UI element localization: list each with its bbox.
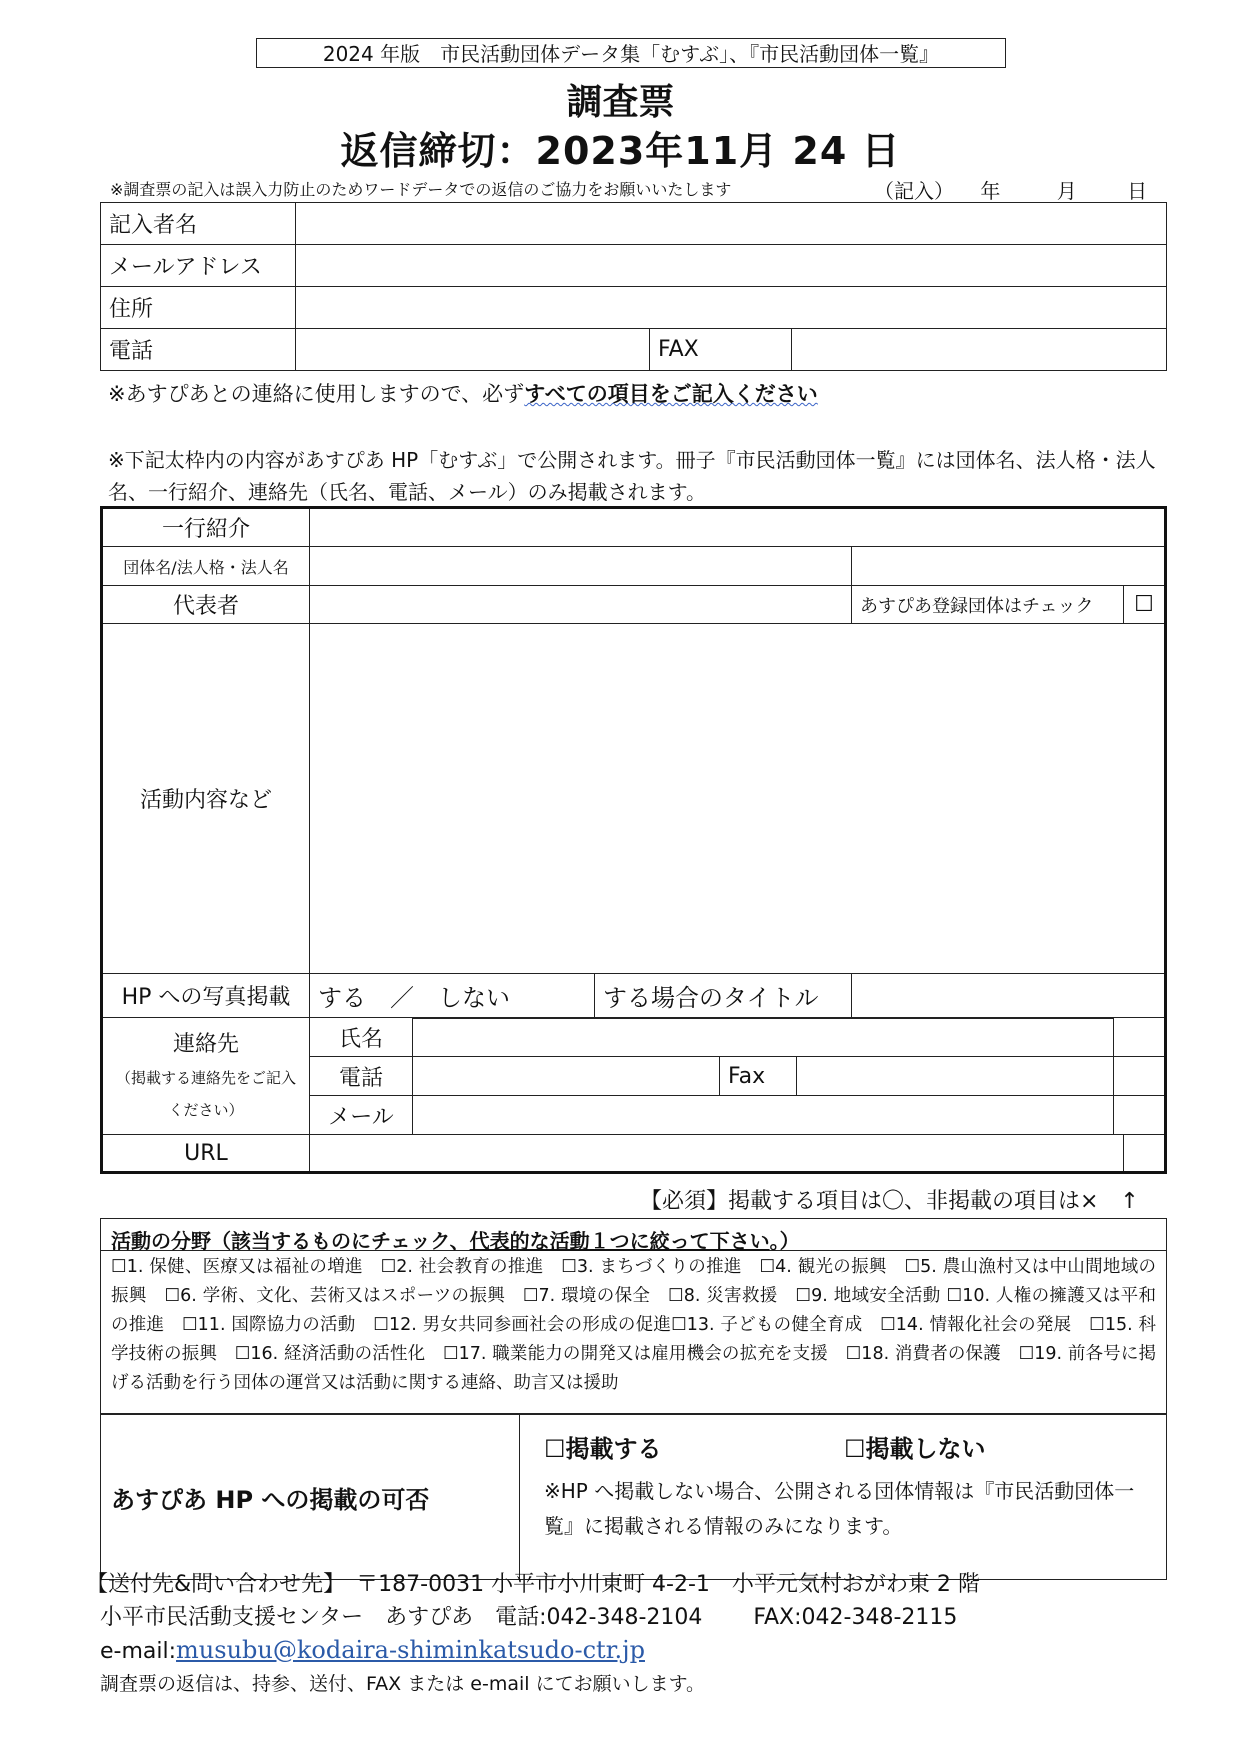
contact-mail-field[interactable] [413,1096,1114,1134]
fax-field[interactable] [792,329,1167,371]
contact-fax-field[interactable] [797,1057,1114,1096]
footer-return-note: 調査票の返信は、持参、送付、FAX または e-mail にてお願いします。 [100,1673,706,1695]
required-note-top [108,378,818,408]
date-line [874,175,1164,204]
date-label: （記入） [874,179,954,203]
organization-table [100,506,1167,1174]
footer-email-link[interactable]: musubu@kodaira-shiminkatsudo-ctr.jp [176,1636,645,1664]
registered-checkbox[interactable]: ☐ [1124,586,1166,624]
email-field[interactable] [296,245,1167,287]
publish-note: ※HP へ掲載しない場合、公開される団体情報は『市民活動団体一覧』に掲載される情報のみになります。 [544,1479,1135,1538]
required-note-prefix: ※あすぴあとの連絡に使用しますので、必ず [108,382,525,406]
footer [86,1568,1206,1701]
activity-field-title [101,1219,1166,1251]
field-title-prefix: 活動の分野（該当するものにチェック、 [111,1229,470,1253]
activity-field-list[interactable]: ☐1. 保健、医療又は福祉の増進 ☐2. 社会教育の推進 ☐3. まちづくりの推進 ☐4. 観光の振興 ☐5. 農山漁村又は中山間地域の振興 ☐6. 学術、文化、芸術又はスポーツの振興 ☐7. 環境の保全 ☐8. 災害救援 ☐9. 地域安全活動 ☐10. 人権の擁護又は平和の推進 ☐11. 国際協力の活動 ☐12. 男女共同参画社会の形成の促進☐13. 子どもの健全育成 ☐14. 情報化社会の発展 ☐15. 科学技術の振興 ☐16. 経済活動の活性化 ☐17. 職業能力の開発又は雇用機会の拡充を支援 ☐18. 消費者の保護 ☐19. 前各号に掲げる活動を行う団体の運営又は活動に関する連絡、助言又は援助 [111,1257,1156,1393]
field-title-suffix: 。） [769,1229,800,1253]
deadline: 返信締切：2023年11月 24 日 [340,129,901,173]
contact-label-cell [102,1018,310,1135]
word-note: ※調査票の記入は誤入力防止のためワードデータでの返信のご協力をお願いいたします [110,180,732,199]
contact-sublabel: （掲載する連絡先をご記入ください） [115,1069,296,1119]
fax-label: FAX [650,329,792,371]
contact-mail-label: メール [310,1096,413,1134]
form-title: 調査票 [566,82,675,123]
intro-field[interactable] [310,508,1166,547]
rep-field[interactable] [310,586,852,624]
footer-address: 【送付先&問い合わせ先】 〒187-0031 小平市小川東町 4-2-1 小平元気村おがわ東 2 階 [86,1572,980,1597]
footer-center: 小平市民活動支援センター あすぴあ 電話:042-348-2104 FAX:042-348-2115 [100,1605,958,1630]
activity-field[interactable] [310,624,1166,974]
year-label: 年 [980,179,1001,203]
phone-field[interactable] [296,329,650,371]
address-label: 住所 [101,287,296,329]
email-label: メールアドレス [101,245,296,287]
photo-options[interactable]: する ／ しない [310,974,595,1018]
contact-grid-cell [310,1018,1166,1135]
registered-label: あすぴあ登録団体はチェック [852,586,1124,624]
url-mark[interactable] [1124,1135,1166,1173]
rep-label: 代表者 [102,586,310,624]
url-label: URL [102,1135,310,1173]
footer-email-prefix: e-mail: [100,1639,177,1664]
day-label: 日 [1127,179,1148,203]
org-name-field[interactable] [310,547,852,586]
url-field[interactable] [310,1135,1124,1173]
activity-label: 活動内容など [102,624,310,974]
photo-label: HP への写真掲載 [102,974,310,1018]
header-banner: 2024 年版 市民活動団体データ集「むすぶ」、『市民活動団体一覧』 [256,38,1006,68]
contact-fax-label: Fax [720,1057,797,1096]
phone-label: 電話 [101,329,296,371]
footer-email-line [86,1634,1206,1668]
contact-phone-field[interactable] [413,1057,720,1096]
org-name-label: 団体名/法人格・法人名 [102,547,310,586]
activity-field-box [100,1218,1167,1414]
required-note-emphasis: すべての項目をご記入ください [524,382,818,406]
publish-note: ※下記太枠内の内容があすぴあ HP「むすぶ」で公開されます。冊子『市民活動団体一覧』には団体名、法人格・法人名、一行紹介、連絡先（氏名、電話、メール）のみ掲載されます。 [108,448,1156,504]
contact-name-mark[interactable] [1114,1019,1165,1057]
contact-mail-mark[interactable] [1114,1096,1165,1134]
contact-name-label: 氏名 [310,1019,413,1057]
contact-label: 連絡先 [172,1032,239,1057]
month-label: 月 [1056,179,1077,203]
contact-name-field[interactable] [413,1019,1114,1057]
required-mark-note: 【必須】掲載する項目は〇、非掲載の項目は× ↑ [640,1189,1139,1214]
photo-title-label: する場合のタイトル [595,974,852,1018]
writer-label: 記入者名 [101,203,296,245]
contact-phone-label: 電話 [310,1057,413,1096]
publish-table [100,1414,1167,1580]
contact-table [100,202,1167,371]
legal-name-field[interactable] [852,547,1166,586]
photo-title-field[interactable] [852,974,1166,1018]
contact-phone-mark[interactable] [1114,1057,1165,1096]
publish-options-cell [520,1415,1167,1580]
publish-yes-option[interactable]: ☐掲載する [544,1435,662,1463]
field-title-underlined: 代表的な活動１つに絞って下さい [469,1229,770,1253]
publish-no-option[interactable]: ☐掲載しない [844,1435,986,1463]
publish-label: あすぴあ HP への掲載の可否 [101,1415,520,1580]
contact-grid [310,1018,1164,1134]
writer-field[interactable] [296,203,1167,245]
address-field[interactable] [296,287,1167,329]
intro-label: 一行紹介 [102,508,310,547]
